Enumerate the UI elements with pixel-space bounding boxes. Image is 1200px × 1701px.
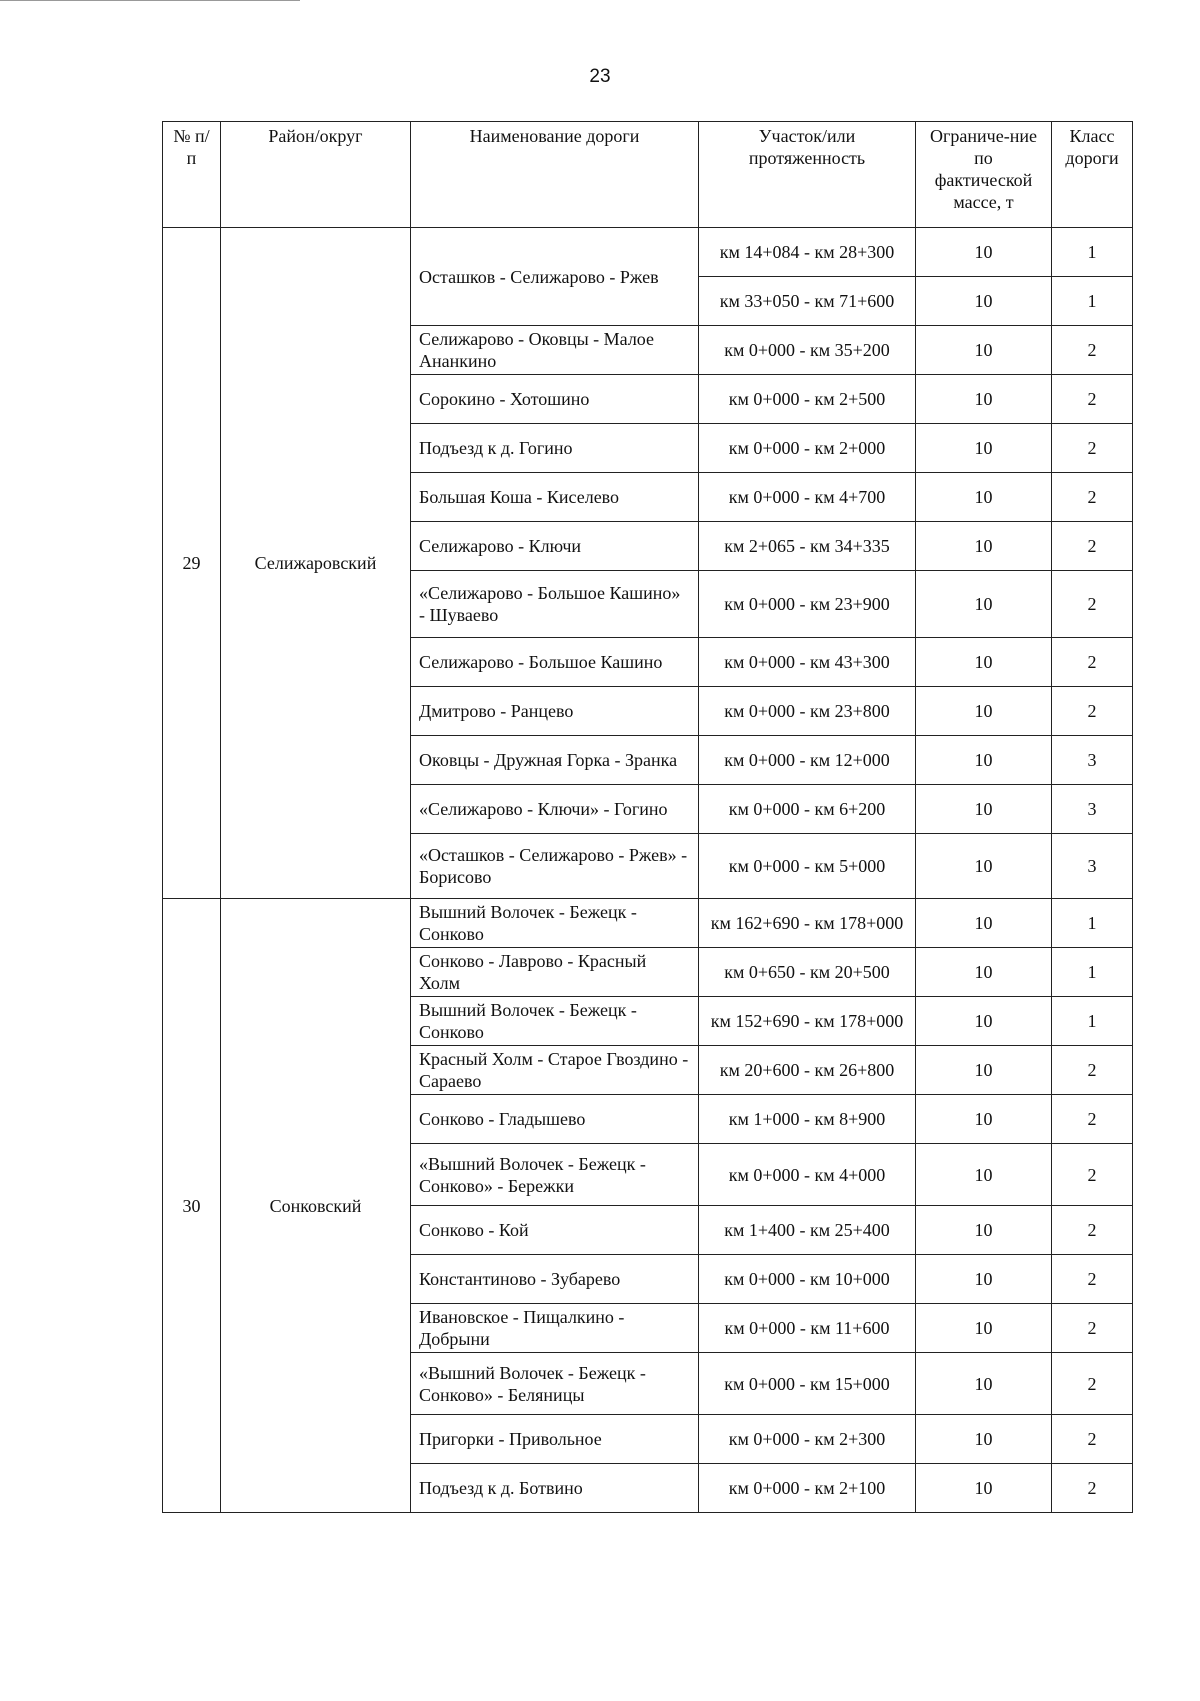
road-segment: км 0+000 - км 4+000 [699,1144,916,1206]
road-name: Сонково - Лаврово - Красный Холм [411,948,699,997]
table-row [163,899,1133,948]
road-class: 2 [1052,1353,1133,1415]
mass-limit: 10 [916,638,1052,687]
road-segment: км 0+000 - км 2+000 [699,424,916,473]
mass-limit: 10 [916,834,1052,899]
mass-limit: 10 [916,687,1052,736]
mass-limit: 10 [916,1144,1052,1206]
road-segment: км 33+050 - км 71+600 [699,277,916,326]
header-road: Наименование дороги [411,122,699,228]
table-body [163,228,1133,1513]
road-class: 1 [1052,948,1133,997]
header-class: Класс дороги [1052,122,1133,228]
mass-limit: 10 [916,1206,1052,1255]
mass-limit: 10 [916,326,1052,375]
road-name: Селижарово - Ключи [411,522,699,571]
mass-limit: 10 [916,785,1052,834]
road-name: Ивановское - Пищалкино - Добрыни [411,1304,699,1353]
road-class: 2 [1052,1046,1133,1095]
road-segment: км 0+000 - км 15+000 [699,1353,916,1415]
road-class: 2 [1052,1255,1133,1304]
road-class: 2 [1052,1095,1133,1144]
road-name: Подъезд к д. Ботвино [411,1464,699,1513]
roads-table [162,121,1133,1513]
mass-limit: 10 [916,277,1052,326]
road-name: Оковцы - Дружная Горка - Зранка [411,736,699,785]
road-name: Большая Коша - Киселево [411,473,699,522]
road-segment: км 162+690 - км 178+000 [699,899,916,948]
mass-limit: 10 [916,473,1052,522]
road-name: Дмитрово - Ранцево [411,687,699,736]
road-segment: км 14+084 - км 28+300 [699,228,916,277]
road-segment: км 2+065 - км 34+335 [699,522,916,571]
mass-limit: 10 [916,228,1052,277]
row-number: 30 [163,899,221,1513]
table-header-row [163,122,1133,228]
road-name: «Осташков - Селижарово - Ржев» - Борисово [411,834,699,899]
road-class: 2 [1052,326,1133,375]
road-class: 2 [1052,1144,1133,1206]
road-segment: км 0+000 - км 2+300 [699,1415,916,1464]
road-segment: км 152+690 - км 178+000 [699,997,916,1046]
road-class: 3 [1052,736,1133,785]
road-segment: км 0+000 - км 11+600 [699,1304,916,1353]
road-name: Селижарово - Оковцы - Малое Ананкино [411,326,699,375]
mass-limit: 10 [916,1095,1052,1144]
road-segment: км 0+000 - км 5+000 [699,834,916,899]
road-segment: км 0+000 - км 12+000 [699,736,916,785]
row-number: 29 [163,228,221,899]
mass-limit: 10 [916,1415,1052,1464]
road-segment: км 0+650 - км 20+500 [699,948,916,997]
road-class: 1 [1052,899,1133,948]
mass-limit: 10 [916,997,1052,1046]
road-class: 1 [1052,277,1133,326]
road-name: Селижарово - Большое Кашино [411,638,699,687]
table-row [163,228,1133,277]
road-name: «Вышний Волочек - Бежецк - Сонково» - Бережки [411,1144,699,1206]
mass-limit: 10 [916,424,1052,473]
road-segment: км 1+400 - км 25+400 [699,1206,916,1255]
road-class: 2 [1052,638,1133,687]
road-class: 2 [1052,1415,1133,1464]
mass-limit: 10 [916,1304,1052,1353]
road-class: 2 [1052,1464,1133,1513]
road-name: Сонково - Кой [411,1206,699,1255]
district-name: Сонковский [221,899,411,1513]
road-segment: км 0+000 - км 4+700 [699,473,916,522]
road-class: 2 [1052,522,1133,571]
road-name: «Вышний Волочек - Бежецк - Сонково» - Беляницы [411,1353,699,1415]
page-number: 23 [589,66,611,87]
road-class: 2 [1052,1206,1133,1255]
road-segment: км 0+000 - км 2+100 [699,1464,916,1513]
road-segment: км 0+000 - км 43+300 [699,638,916,687]
road-name: Подъезд к д. Гогино [411,424,699,473]
road-class: 2 [1052,375,1133,424]
district-name: Селижаровский [221,228,411,899]
road-class: 2 [1052,687,1133,736]
road-name: Сонково - Гладышево [411,1095,699,1144]
road-segment: км 0+000 - км 2+500 [699,375,916,424]
road-name: Пригорки - Привольное [411,1415,699,1464]
header-limit: Ограниче-ние по фактической массе, т [916,122,1052,228]
road-segment: км 0+000 - км 23+800 [699,687,916,736]
road-name: Осташков - Селижарово - Ржев [411,228,699,326]
mass-limit: 10 [916,1046,1052,1095]
header-num: № п/п [163,122,221,228]
road-segment: км 0+000 - км 10+000 [699,1255,916,1304]
road-name: Вышний Волочек - Бежецк - Сонково [411,899,699,948]
mass-limit: 10 [916,899,1052,948]
mass-limit: 10 [916,375,1052,424]
header-district: Район/округ [221,122,411,228]
road-class: 2 [1052,473,1133,522]
road-name: «Селижарово - Большое Кашино» - Шуваево [411,571,699,638]
road-name: «Селижарово - Ключи» - Гогино [411,785,699,834]
road-name: Сорокино - Хотошино [411,375,699,424]
road-segment: км 0+000 - км 6+200 [699,785,916,834]
mass-limit: 10 [916,571,1052,638]
road-class: 2 [1052,571,1133,638]
road-class: 3 [1052,834,1133,899]
road-class: 1 [1052,997,1133,1046]
mass-limit: 10 [916,1353,1052,1415]
road-segment: км 0+000 - км 35+200 [699,326,916,375]
scan-edge-line [0,0,300,1]
mass-limit: 10 [916,522,1052,571]
road-name: Красный Холм - Старое Гвоздино - Сараево [411,1046,699,1095]
mass-limit: 10 [916,1464,1052,1513]
mass-limit: 10 [916,948,1052,997]
road-name: Константиново - Зубарево [411,1255,699,1304]
road-segment: км 1+000 - км 8+900 [699,1095,916,1144]
mass-limit: 10 [916,1255,1052,1304]
mass-limit: 10 [916,736,1052,785]
road-class: 2 [1052,424,1133,473]
road-segment: км 0+000 - км 23+900 [699,571,916,638]
road-class: 3 [1052,785,1133,834]
road-class: 2 [1052,1304,1133,1353]
road-name: Вышний Волочек - Бежецк - Сонково [411,997,699,1046]
road-class: 1 [1052,228,1133,277]
header-segment: Участок/или протяженность [699,122,916,228]
road-segment: км 20+600 - км 26+800 [699,1046,916,1095]
